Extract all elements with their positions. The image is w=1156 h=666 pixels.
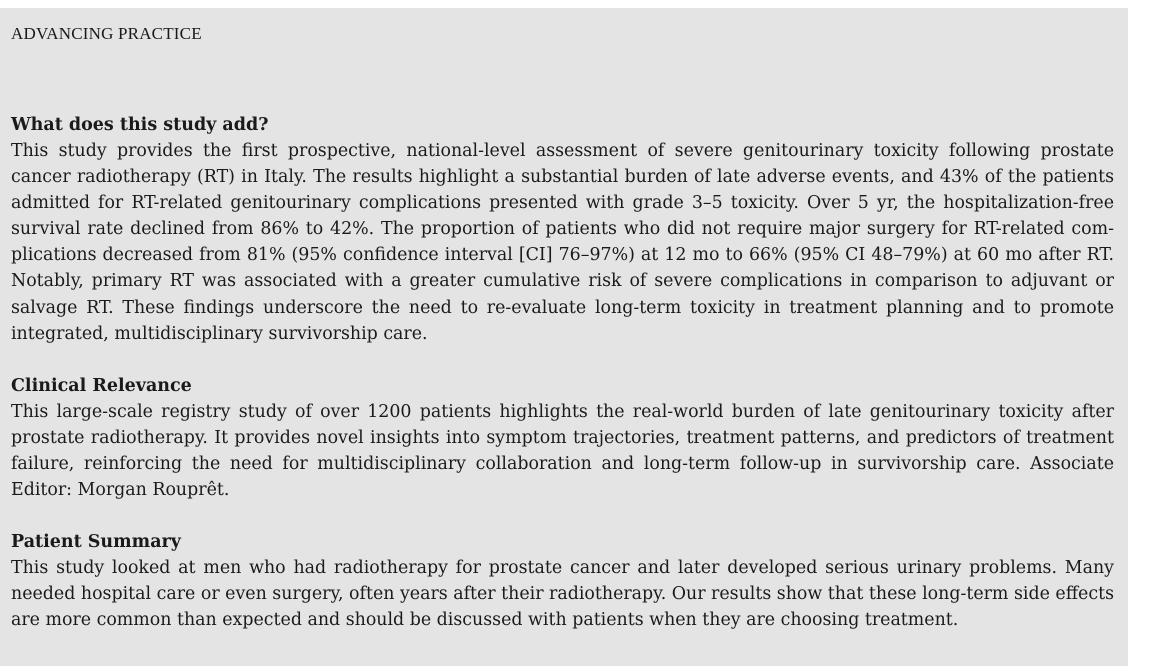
section-title: Patient Summary xyxy=(11,532,181,553)
section-title: Clinical Relevance xyxy=(11,375,192,396)
section-clinical-relevance xyxy=(11,373,1114,503)
section-what-does-this-study-add xyxy=(11,112,1114,347)
section-body: This study looked at men who had radiotherapy for prostate cancer and later developed serious urinary problems. Many needed hospital care or even surgery, often years after their radiotherapy. Our results show that these long-term side effects are more common than expected and should be discussed with patients when they are choosing treatment. xyxy=(11,558,1114,631)
summary-box xyxy=(0,8,1128,666)
section-body: This study provides the first prospective, national-level assessment of severe genitourinary toxicity following prostate cancer radiotherapy (RT) in Italy. The results highlight a substantial burden of late adverse events, and 43% of the patients admitted for RT-related genitourinary complications presented with grade 3–5 toxicity. Over 5 yr, the hospitalization-free survival rate declined from 86% to 42%. The proportion of patients who did not require major surgery for RT-related complications decreased from 81% (95% confidence interval [CI] 76–97%) at 12 mo to 66% (95% CI 48–79%) at 60 mo after RT. Notably, primary RT was associated with a greater cumulative risk of severe complications in comparison to adjuvant or salvage RT. These findings underscore the need to re-evaluate long-term toxicity in treatment planning and to promote integrated, multidisciplinary survivorship care. xyxy=(11,141,1114,344)
running-head: ADVANCING PRACTICE xyxy=(11,24,202,43)
section-patient-summary xyxy=(11,529,1114,633)
section-body: This large-scale registry study of over 1200 patients highlights the real-world burden of late genitourinary toxicity after prostate radiotherapy. It provides novel insights into symptom trajectories, treatment patterns, and predictors of treatment failure, reinforcing the need for multidisciplinary collaboration and long-term follow-up in survivorship care. Associate Editor: Morgan Rouprêt. xyxy=(11,401,1114,501)
section-title: What does this study add? xyxy=(11,115,269,135)
